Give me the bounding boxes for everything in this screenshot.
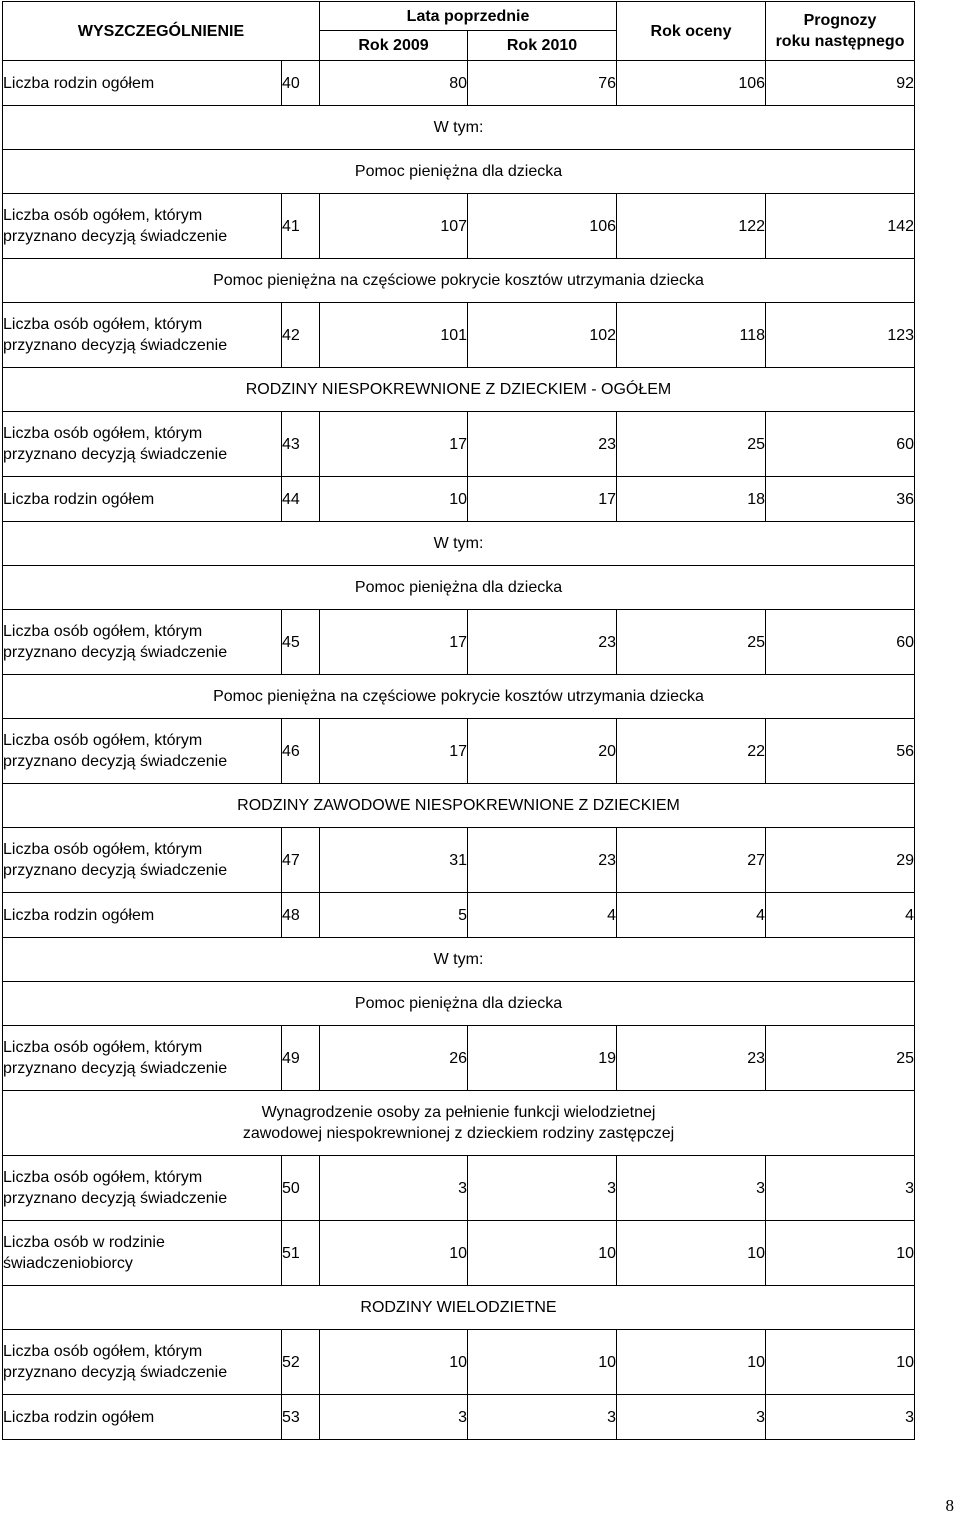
section-label: W tym: — [3, 106, 915, 150]
value-rating-year: 10 — [617, 1330, 766, 1395]
value-rating-year: 118 — [617, 303, 766, 368]
row-label-line: Liczba rodzin ogółem — [3, 1408, 155, 1426]
row-number: 52 — [282, 1330, 320, 1395]
header-rating-year: Rok oceny — [617, 2, 766, 61]
section-row — [3, 522, 915, 566]
row-label — [3, 303, 282, 368]
section-row — [3, 675, 915, 719]
value-2010: 102 — [468, 303, 617, 368]
section-label: RODZINY NIESPOKREWNIONE Z DZIECKIEM - OGÓŁEM — [3, 368, 915, 412]
section-label: Pomoc pieniężna dla dziecka — [3, 150, 915, 194]
value-2009: 17 — [320, 412, 468, 477]
header-forecast-line2: roku następnego — [775, 33, 905, 50]
section-label: Pomoc pieniężna dla dziecka — [3, 566, 915, 610]
row-label — [3, 1026, 282, 1091]
row-label-line: Liczba rodzin ogółem — [3, 74, 155, 92]
row-label-line: Liczba rodzin ogółem — [3, 490, 155, 508]
row-label — [3, 719, 282, 784]
value-2010: 19 — [468, 1026, 617, 1091]
data-row — [3, 61, 915, 106]
row-label — [3, 477, 282, 522]
value-2009: 10 — [320, 1330, 468, 1395]
value-forecast: 92 — [766, 61, 915, 106]
row-number: 49 — [282, 1026, 320, 1091]
data-row — [3, 1395, 915, 1440]
data-row — [3, 1221, 915, 1286]
row-label-line: Liczba osób ogółem, którym — [3, 425, 203, 442]
row-label-line: świadczeniobiorcy — [3, 1255, 133, 1272]
value-rating-year: 18 — [617, 477, 766, 522]
row-number: 53 — [282, 1395, 320, 1440]
value-2009: 31 — [320, 828, 468, 893]
data-row — [3, 610, 915, 675]
row-label-line: przyznano decyzją świadczenie — [3, 753, 228, 770]
row-number: 42 — [282, 303, 320, 368]
data-row — [3, 893, 915, 938]
value-2010: 10 — [468, 1330, 617, 1395]
value-2010: 23 — [468, 412, 617, 477]
value-2010: 23 — [468, 828, 617, 893]
row-label — [3, 1395, 282, 1440]
header-forecast — [766, 2, 915, 61]
value-forecast: 123 — [766, 303, 915, 368]
value-forecast: 60 — [766, 412, 915, 477]
row-label-line: przyznano decyzją świadczenie — [3, 337, 228, 354]
value-rating-year: 27 — [617, 828, 766, 893]
header-previous-years: Lata poprzednie — [320, 2, 617, 31]
section-label: Pomoc pieniężna dla dziecka — [3, 982, 915, 1026]
section-label-line: Wynagrodzenie osoby za pełnienie funkcji wielodzietnej — [261, 1104, 656, 1121]
value-rating-year: 122 — [617, 194, 766, 259]
value-forecast: 142 — [766, 194, 915, 259]
header-year-1: Rok 2009 — [320, 31, 468, 61]
row-label-line: Liczba osób w rodzinie — [3, 1234, 165, 1251]
row-label — [3, 1156, 282, 1221]
value-rating-year: 23 — [617, 1026, 766, 1091]
section-row — [3, 982, 915, 1026]
section-label-line: zawodowej niespokrewnionej z dzieckiem rodziny zastępczej — [242, 1125, 675, 1142]
value-2010: 4 — [468, 893, 617, 938]
data-row — [3, 1330, 915, 1395]
row-number: 41 — [282, 194, 320, 259]
data-row — [3, 194, 915, 259]
value-2009: 10 — [320, 1221, 468, 1286]
header-row — [3, 2, 915, 31]
row-number: 48 — [282, 893, 320, 938]
row-number: 40 — [282, 61, 320, 106]
section-row — [3, 368, 915, 412]
value-forecast: 10 — [766, 1221, 915, 1286]
section-label: Pomoc pieniężna na częściowe pokrycie kosztów utrzymania dziecka — [3, 675, 915, 719]
value-2010: 17 — [468, 477, 617, 522]
row-number: 50 — [282, 1156, 320, 1221]
value-rating-year: 25 — [617, 412, 766, 477]
value-forecast: 29 — [766, 828, 915, 893]
row-label — [3, 194, 282, 259]
row-label — [3, 610, 282, 675]
section-label: W tym: — [3, 938, 915, 982]
data-row — [3, 1156, 915, 1221]
value-2009: 5 — [320, 893, 468, 938]
section-label — [3, 1091, 915, 1156]
value-forecast: 56 — [766, 719, 915, 784]
row-label-line: Liczba osób ogółem, którym — [3, 1039, 203, 1056]
value-rating-year: 25 — [617, 610, 766, 675]
row-label — [3, 61, 282, 106]
value-2010: 20 — [468, 719, 617, 784]
section-label: W tym: — [3, 522, 915, 566]
row-label-line: Liczba osób ogółem, którym — [3, 207, 203, 224]
row-number: 43 — [282, 412, 320, 477]
value-rating-year: 3 — [617, 1156, 766, 1221]
header-year-2: Rok 2010 — [468, 31, 617, 61]
value-rating-year: 4 — [617, 893, 766, 938]
value-2009: 10 — [320, 477, 468, 522]
row-label-line: Liczba osób ogółem, którym — [3, 1343, 203, 1360]
row-label-line: Liczba osób ogółem, którym — [3, 316, 203, 333]
row-label-line: przyznano decyzją świadczenie — [3, 446, 228, 463]
row-label — [3, 412, 282, 477]
value-2010: 10 — [468, 1221, 617, 1286]
row-label-line: przyznano decyzją świadczenie — [3, 1364, 228, 1381]
row-label-line: Liczba osób ogółem, którym — [3, 623, 203, 640]
value-2010: 3 — [468, 1156, 617, 1221]
row-label-line: Liczba osób ogółem, którym — [3, 1169, 203, 1186]
row-label-line: przyznano decyzją świadczenie — [3, 644, 228, 661]
row-label-line: przyznano decyzją świadczenie — [3, 862, 228, 879]
value-2009: 26 — [320, 1026, 468, 1091]
report-table-body — [3, 2, 915, 1440]
value-2010: 106 — [468, 194, 617, 259]
section-row — [3, 150, 915, 194]
value-2009: 3 — [320, 1395, 468, 1440]
row-label — [3, 1330, 282, 1395]
row-label-line: Liczba osób ogółem, którym — [3, 841, 203, 858]
row-label-line: przyznano decyzją świadczenie — [3, 1060, 228, 1077]
row-label-line: Liczba osób ogółem, którym — [3, 732, 203, 749]
value-forecast: 10 — [766, 1330, 915, 1395]
section-label: Pomoc pieniężna na częściowe pokrycie kosztów utrzymania dziecka — [3, 259, 915, 303]
row-label-line: przyznano decyzją świadczenie — [3, 1190, 228, 1207]
value-2009: 3 — [320, 1156, 468, 1221]
value-2009: 101 — [320, 303, 468, 368]
row-label-line: przyznano decyzją świadczenie — [3, 228, 228, 245]
row-number: 46 — [282, 719, 320, 784]
section-row — [3, 566, 915, 610]
value-forecast: 36 — [766, 477, 915, 522]
row-number: 47 — [282, 828, 320, 893]
value-forecast: 3 — [766, 1156, 915, 1221]
section-label: RODZINY ZAWODOWE NIESPOKREWNIONE Z DZIECKIEM — [3, 784, 915, 828]
value-forecast: 4 — [766, 893, 915, 938]
value-2009: 107 — [320, 194, 468, 259]
section-label: RODZINY WIELODZIETNE — [3, 1286, 915, 1330]
row-number: 44 — [282, 477, 320, 522]
value-2010: 76 — [468, 61, 617, 106]
section-row — [3, 1286, 915, 1330]
section-row — [3, 784, 915, 828]
section-row — [3, 938, 915, 982]
value-2009: 17 — [320, 719, 468, 784]
data-row — [3, 412, 915, 477]
value-rating-year: 106 — [617, 61, 766, 106]
page-number: 8 — [945, 1496, 954, 1515]
value-rating-year: 10 — [617, 1221, 766, 1286]
data-row — [3, 828, 915, 893]
row-label — [3, 893, 282, 938]
value-forecast: 60 — [766, 610, 915, 675]
header-label-cell: WYSZCZEGÓLNIENIE — [3, 2, 320, 61]
value-forecast: 25 — [766, 1026, 915, 1091]
data-row — [3, 1026, 915, 1091]
row-label-line: Liczba rodzin ogółem — [3, 906, 155, 924]
report-table — [2, 1, 915, 1440]
section-row — [3, 259, 915, 303]
row-number: 45 — [282, 610, 320, 675]
value-2009: 17 — [320, 610, 468, 675]
value-2009: 80 — [320, 61, 468, 106]
data-row — [3, 719, 915, 784]
value-forecast: 3 — [766, 1395, 915, 1440]
header-forecast-line1: Prognozy — [803, 12, 877, 29]
data-row — [3, 477, 915, 522]
data-row — [3, 303, 915, 368]
row-label — [3, 1221, 282, 1286]
section-row — [3, 1091, 915, 1156]
section-row — [3, 106, 915, 150]
value-rating-year: 3 — [617, 1395, 766, 1440]
value-2010: 23 — [468, 610, 617, 675]
row-label — [3, 828, 282, 893]
value-rating-year: 22 — [617, 719, 766, 784]
value-2010: 3 — [468, 1395, 617, 1440]
row-number: 51 — [282, 1221, 320, 1286]
